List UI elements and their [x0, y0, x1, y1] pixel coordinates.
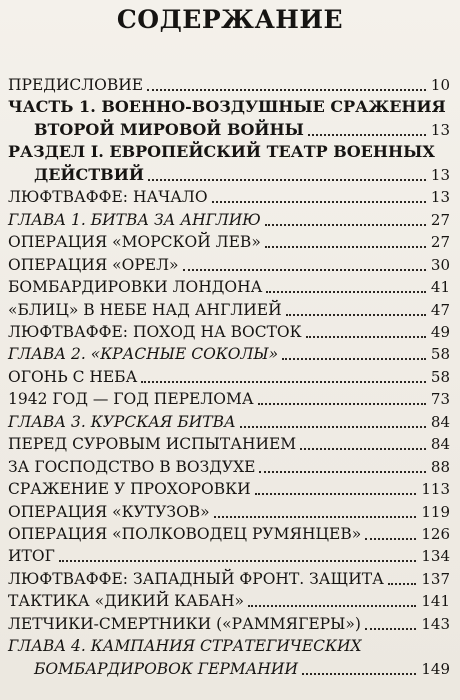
dot-leader [59, 560, 416, 562]
toc-entry-title: ГЛАВА 2. «КРАСНЫЕ СОКОЛЫ» [8, 345, 279, 364]
toc-entry-title: ОПЕРАЦИЯ «МОРСКОЙ ЛЕВ» [8, 233, 261, 252]
dot-leader [259, 471, 426, 473]
toc-entry [0, 343, 460, 365]
toc-entry [0, 658, 460, 680]
dot-leader [248, 605, 416, 607]
toc-page-number: 58 [430, 345, 450, 364]
dot-leader [255, 493, 416, 495]
toc-entry [0, 366, 460, 388]
toc-page-number: 137 [421, 569, 450, 588]
dot-leader [286, 314, 426, 316]
toc-entry [0, 141, 460, 163]
page-title: СОДЕРЖАНИЕ [116, 5, 344, 34]
toc-page-number: 13 [430, 165, 450, 184]
toc-entry [0, 254, 460, 276]
toc-page-number: 143 [421, 614, 450, 633]
toc-entry-title: ПЕРЕД СУРОВЫМ ИСПЫТАНИЕМ [8, 435, 297, 454]
toc-entry [0, 545, 460, 567]
toc-entry-title: ИТОГ [8, 547, 55, 566]
toc-entry-title: ЛЮФТВАФФЕ: ЗАПАДНЫЙ ФРОНТ. ЗАЩИТА [8, 569, 384, 588]
dot-leader [308, 134, 426, 136]
toc-entry [0, 321, 460, 343]
toc-entry [0, 96, 460, 118]
toc-entry [0, 186, 460, 208]
toc-page-number: 134 [421, 547, 450, 566]
dot-leader [365, 628, 416, 630]
toc-page-number: 126 [421, 525, 450, 543]
dot-leader [240, 426, 426, 428]
dot-leader [147, 89, 426, 91]
toc-entry [0, 456, 460, 478]
toc-entry [0, 613, 460, 635]
toc-entry-title: ГЛАВА 1. БИТВА ЗА АНГЛИЮ [8, 210, 261, 229]
toc-page-number: 47 [430, 300, 450, 319]
toc-entry-title: ОПЕРАЦИЯ «КУТУЗОВ» [8, 502, 210, 521]
toc-entry-title: ТАКТИКА «ДИКИЙ КАБАН» [8, 592, 245, 611]
toc-entry-title: ДЕЙСТВИЙ [34, 164, 144, 184]
toc-entry-title: ВТОРОЙ МИРОВОЙ ВОЙНЫ [34, 119, 304, 139]
toc-entry [0, 299, 460, 321]
toc-page-number: 84 [430, 412, 450, 431]
toc-entry [0, 635, 460, 657]
toc-entry [0, 209, 460, 231]
dot-leader [306, 336, 426, 338]
toc-page-number: 27 [430, 210, 450, 229]
toc-entry-title: ЗА ГОСПОДСТВО В ВОЗДУХЕ [8, 457, 256, 476]
toc-entry-title: БОМБАРДИРОВОК ГЕРМАНИИ [34, 659, 298, 678]
toc-entry-title: ГЛАВА 4. КАМПАНИЯ СТРАТЕГИЧЕСКИХ [8, 637, 362, 656]
dot-leader [300, 448, 426, 450]
toc-page-number: 84 [430, 435, 450, 454]
toc-entry [0, 501, 460, 523]
toc-entry-title: СРАЖЕНИЕ У ПРОХОРОВКИ [8, 480, 251, 499]
toc-entry-title: 1942 ГОД — ГОД ПЕРЕЛОМА [8, 390, 254, 409]
toc-entry [0, 164, 460, 186]
dot-leader [265, 224, 426, 226]
toc-entry-title: РАЗДЕЛ I. ЕВРОПЕЙСКИЙ ТЕАТР ВОЕННЫХ [8, 142, 435, 162]
toc-page-number: 10 [430, 76, 450, 94]
toc-entry-title: БОМБАРДИРОВКИ ЛОНДОНА [8, 278, 263, 297]
dot-leader [266, 291, 426, 293]
dot-leader [388, 583, 416, 585]
toc-page-number: 27 [430, 233, 450, 252]
toc-entry [0, 478, 460, 500]
dot-leader [265, 246, 426, 248]
toc-page-number: 58 [430, 367, 450, 386]
dot-leader [258, 403, 426, 405]
toc-entry-title: ГЛАВА 3. КУРСКАЯ БИТВА [8, 412, 236, 431]
toc-entry [0, 74, 460, 96]
toc-entry [0, 568, 460, 590]
toc-entry [0, 119, 460, 141]
dot-leader [212, 201, 426, 203]
toc-entry-title: «БЛИЦ» В НЕБЕ НАД АНГЛИЕЙ [8, 300, 282, 319]
dot-leader [302, 673, 416, 675]
toc-entry [0, 388, 460, 410]
toc-entry [0, 231, 460, 253]
dot-leader [365, 538, 416, 540]
toc-entry [0, 523, 460, 545]
dot-leader [141, 381, 426, 383]
toc-entry-title: ЛЮФТВАФФЕ: НАЧАЛО [8, 188, 208, 207]
toc-page-number: 49 [430, 322, 450, 341]
toc-page-number: 141 [421, 592, 450, 611]
toc-entry [0, 411, 460, 433]
toc-entry-title: ПРЕДИСЛОВИЕ [8, 76, 144, 94]
toc-page-number: 149 [421, 659, 450, 678]
toc-page-number: 88 [430, 457, 450, 476]
dot-leader [183, 269, 426, 271]
toc-page-number: 41 [430, 278, 450, 297]
dot-leader [214, 516, 416, 518]
toc-page-number: 30 [430, 255, 450, 274]
toc-page-number: 13 [430, 120, 450, 139]
toc-entry [0, 276, 460, 298]
toc-entry-title: ЧАСТЬ 1. ВОЕННО-ВОЗДУШНЫЕ СРАЖЕНИЯ [8, 97, 446, 117]
toc-entry-title: ОГОНЬ С НЕБА [8, 367, 138, 386]
toc-page-number: 73 [430, 390, 450, 409]
toc-page-number: 113 [421, 480, 450, 499]
toc-entry-title: ОПЕРАЦИЯ «ОРЕЛ» [8, 255, 179, 274]
toc-entry-title: ОПЕРАЦИЯ «ПОЛКОВОДЕЦ РУМЯНЦЕВ» [8, 525, 362, 543]
toc-page-number: 13 [430, 188, 450, 207]
toc-entry [0, 433, 460, 455]
toc-page-number: 119 [421, 502, 450, 521]
toc-entry-title: ЛЕТЧИКИ-СМЕРТНИКИ («РАММЯГЕРЫ») [8, 614, 361, 633]
dot-leader [148, 179, 426, 181]
toc-entry [0, 590, 460, 612]
toc-entry-title: ЛЮФТВАФФЕ: ПОХОД НА ВОСТОК [8, 322, 302, 341]
dot-leader [282, 358, 426, 360]
